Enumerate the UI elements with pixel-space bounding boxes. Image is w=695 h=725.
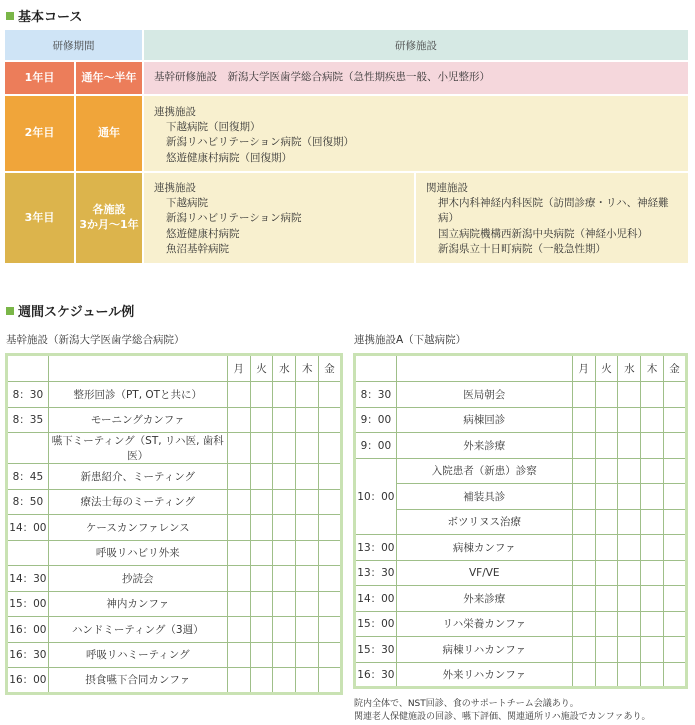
day-slot-cell [595,662,618,688]
activity-cell: ハンドミーティング（3週） [48,617,227,643]
day-slot-cell [227,407,250,433]
schedule-row [7,591,342,617]
activity-cell: 外来診療 [396,433,572,459]
day-slot-cell [273,515,296,541]
day-slot-cell [296,407,319,433]
activity-header-cell [48,355,227,382]
activity-cell: 神内カンファ [48,591,227,617]
time-cell: 15：30 [355,637,397,663]
day-slot-cell [319,464,342,490]
time-cell: 8：30 [7,382,49,408]
year3-partner-facilities: 連携施設 下越病院 新潟リハビリテーション病院 悠遊健康村病院 魚沼基幹病院 [144,173,414,263]
day-slot-cell [273,540,296,566]
schedule-row [355,611,687,637]
day-slot-cell [572,484,595,510]
day-slot-cell [641,433,664,459]
day-slot-cell [618,433,641,459]
schedule-row [7,642,342,668]
activity-cell: 嚥下ミーティング（ST, リハ医, 歯科医） [48,433,227,464]
schedule-row [355,458,687,484]
day-slot-cell [664,458,687,484]
activity-cell: 病棟回診 [396,407,572,433]
day-slot-cell [250,433,273,464]
day-header: 火 [595,355,618,382]
day-header: 金 [319,355,342,382]
day-slot-cell [296,617,319,643]
schedule-row [7,668,342,694]
day-slot-cell [664,662,687,688]
year3-related-item: 押木内科神経内科医院（訪問診療・リハ、神経難病） [438,197,669,225]
activity-cell: リハ栄養カンファ [396,611,572,637]
day-slot-cell [227,489,250,515]
day-slot-cell [618,484,641,510]
day-slot-cell [595,509,618,535]
activity-cell: 医局朝会 [396,382,572,408]
activity-cell: 整形回診（PT, OTと共に） [48,382,227,408]
day-slot-cell [595,586,618,612]
day-slot-cell [319,642,342,668]
day-slot-cell [664,433,687,459]
time-cell: 13：30 [355,560,397,586]
time-cell [7,433,49,464]
schedule-row [7,617,342,643]
day-slot-cell [227,642,250,668]
day-slot-cell [618,382,641,408]
schedule-row [355,407,687,433]
day-slot-cell [572,382,595,408]
schedule-row [7,407,342,433]
day-slot-cell [641,509,664,535]
day-slot-cell [296,464,319,490]
time-cell: 8：35 [7,407,49,433]
time-cell: 9：00 [355,433,397,459]
time-cell: 14：30 [7,566,49,592]
day-slot-cell [618,586,641,612]
schedule-row [7,540,342,566]
day-slot-cell [296,433,319,464]
day-slot-cell [227,382,250,408]
day-slot-cell [319,566,342,592]
day-slot-cell [664,535,687,561]
day-slot-cell [227,668,250,694]
schedule-row [355,637,687,663]
day-slot-cell [273,668,296,694]
year3-partner-item: 新潟リハビリテーション病院 [166,212,302,225]
course-row-year3 [5,173,688,263]
activity-cell: 補装具診 [396,484,572,510]
activity-cell: 呼吸リハビリ外来 [48,540,227,566]
day-slot-cell [250,515,273,541]
time-cell: 10：00 [355,458,397,535]
time-cell: 16：30 [355,662,397,688]
day-slot-cell [641,382,664,408]
activity-cell: ボツリヌス治療 [396,509,572,535]
day-slot-cell [572,637,595,663]
day-slot-cell [664,509,687,535]
time-cell: 15：00 [355,611,397,637]
day-header: 金 [664,355,687,382]
day-slot-cell [618,560,641,586]
schedule-note: 院内全体で、NST回診、食のサポートチーム会議あり。 関連老人保健施設の回診、嚥下評価、関連通所リハ施設でカンファあり。 [354,699,651,722]
day-slot-cell [641,560,664,586]
weekly-schedule-title: 週間スケジュール例 [6,301,134,320]
day-slot-cell [595,458,618,484]
schedule-row [7,515,342,541]
course-row-year1 [5,62,688,94]
day-slot-cell [296,382,319,408]
day-slot-cell [664,382,687,408]
time-cell: 8：45 [7,464,49,490]
day-slot-cell [296,489,319,515]
day-slot-cell [641,458,664,484]
schedule-row [355,535,687,561]
day-slot-cell [227,540,250,566]
activity-cell: 病棟カンファ [396,535,572,561]
activity-cell: 摂食嚥下合同カンファ [48,668,227,694]
time-cell: 13：00 [355,535,397,561]
day-slot-cell [273,566,296,592]
year2-facility [144,96,688,171]
day-slot-cell [319,591,342,617]
day-slot-cell [273,642,296,668]
time-cell: 16：00 [7,617,49,643]
day-slot-cell [664,484,687,510]
activity-cell: 新患紹介、ミーティング [48,464,227,490]
day-slot-cell [273,464,296,490]
day-slot-cell [572,662,595,688]
year2-period: 通年 [76,96,142,171]
year3-related-item: 国立病院機構西新潟中央病院（神経小児科） [438,227,648,240]
day-slot-cell [250,489,273,515]
day-slot-cell [618,662,641,688]
day-slot-cell [250,617,273,643]
activity-cell: 入院患者（新患）診察 [396,458,572,484]
day-slot-cell [227,464,250,490]
day-slot-cell [595,637,618,663]
day-slot-cell [319,540,342,566]
day-slot-cell [572,509,595,535]
activity-cell: 療法士毎のミーティング [48,489,227,515]
day-slot-cell [250,668,273,694]
time-cell: 16：30 [7,642,49,668]
day-slot-cell [572,407,595,433]
day-slot-cell [319,407,342,433]
day-slot-cell [618,458,641,484]
activity-cell: 外来リハカンファ [396,662,572,688]
period-header: 研修期間 [5,30,142,60]
schedule-row [7,382,342,408]
year3-period: 各施設 3か月〜1年 [76,173,142,263]
day-slot-cell [227,566,250,592]
time-cell: 8：50 [7,489,49,515]
facility-header: 研修施設 [144,30,688,60]
activity-cell: VF/VE [396,560,572,586]
day-slot-cell [664,407,687,433]
day-header: 水 [273,355,296,382]
day-slot-cell [319,489,342,515]
time-header-cell [355,355,397,382]
day-slot-cell [664,611,687,637]
day-header: 月 [572,355,595,382]
day-slot-cell [319,617,342,643]
day-slot-cell [296,668,319,694]
schedule-row [355,382,687,408]
day-slot-cell [250,382,273,408]
year3-related-facilities: 関連施設 押木内科神経内科医院（訪問診療・リハ、神経難病） 国立病院機構西新潟中央病院（神経小児科） 新潟県立十日町病院（一般急性期） [416,173,688,263]
day-slot-cell [250,464,273,490]
day-slot-cell [641,662,664,688]
activity-header-cell [396,355,572,382]
schedule-row [355,509,687,535]
day-slot-cell [227,591,250,617]
year2-item: 新潟リハビリテーション病院（回復期） [166,136,355,149]
year2-item: 下越病院（回復期） [166,121,261,134]
day-slot-cell [319,433,342,464]
time-cell: 9：00 [355,407,397,433]
schedule-row [355,484,687,510]
schedule-header-row [355,355,687,382]
schedule-row [7,489,342,515]
schedule-row [7,433,342,464]
day-header: 木 [296,355,319,382]
day-slot-cell [618,637,641,663]
day-header: 水 [618,355,641,382]
day-header: 月 [227,355,250,382]
year3-partner-item: 下越病院 [166,197,208,210]
day-slot-cell [572,611,595,637]
day-slot-cell [296,591,319,617]
day-slot-cell [319,515,342,541]
day-slot-cell [641,637,664,663]
day-slot-cell [595,535,618,561]
schedule-row [355,662,687,688]
left-schedule-table [5,353,343,695]
schedule-row [7,464,342,490]
year3-label: 3年目 [5,173,74,263]
day-slot-cell [273,591,296,617]
square-bullet-icon [6,307,14,315]
day-slot-cell [664,560,687,586]
right-schedule-table [353,353,688,689]
year2-item: 悠遊健康村病院（回復期） [166,151,292,164]
day-slot-cell [572,433,595,459]
day-slot-cell [595,382,618,408]
year3-partner-item: 魚沼基幹病院 [166,242,229,255]
time-cell: 15：00 [7,591,49,617]
left-schedule-caption: 基幹施設（新潟大学医歯学総合病院） [6,334,185,346]
day-slot-cell [595,611,618,637]
day-slot-cell [296,515,319,541]
day-slot-cell [273,433,296,464]
day-slot-cell [319,668,342,694]
basic-course-title: 基本コース [6,6,82,25]
day-slot-cell [572,458,595,484]
day-header: 火 [250,355,273,382]
day-slot-cell [595,407,618,433]
activity-cell: 抄読会 [48,566,227,592]
day-slot-cell [595,560,618,586]
day-slot-cell [250,540,273,566]
course-row-year2 [5,96,688,171]
day-slot-cell [572,535,595,561]
time-cell: 14：00 [355,586,397,612]
day-slot-cell [250,642,273,668]
day-slot-cell [296,642,319,668]
schedule-row [355,586,687,612]
day-slot-cell [273,617,296,643]
schedule-row [355,433,687,459]
year3-related-item: 新潟県立十日町病院（一般急性期） [438,242,606,255]
time-cell [7,540,49,566]
day-slot-cell [664,637,687,663]
day-slot-cell [618,509,641,535]
day-slot-cell [296,566,319,592]
day-slot-cell [273,489,296,515]
activity-cell: 病棟リハカンファ [396,637,572,663]
year3-partner-item: 悠遊健康村病院 [166,227,240,240]
day-slot-cell [641,407,664,433]
schedule-row [355,560,687,586]
day-slot-cell [641,611,664,637]
time-header-cell [7,355,49,382]
day-slot-cell [250,566,273,592]
activity-cell: 呼吸リハミーティング [48,642,227,668]
day-slot-cell [227,515,250,541]
right-schedule-caption: 連携施設A（下越病院） [354,334,467,346]
day-slot-cell [273,382,296,408]
year1-period: 通年〜半年 [76,62,142,94]
activity-cell: モーニングカンファ [48,407,227,433]
day-slot-cell [618,407,641,433]
year1-label: 1年目 [5,62,74,94]
activity-cell: ケースカンファレンス [48,515,227,541]
day-slot-cell [641,535,664,561]
day-slot-cell [618,535,641,561]
year2-lead: 連携施設 [154,106,196,118]
day-slot-cell [250,591,273,617]
day-slot-cell [250,407,273,433]
time-cell: 8：30 [355,382,397,408]
square-bullet-icon [6,12,14,20]
time-cell: 16：00 [7,668,49,694]
year1-facility: 基幹研修施設 新潟大学医歯学総合病院（急性期疾患一般、小児整形） [144,62,688,94]
day-slot-cell [595,433,618,459]
day-slot-cell [319,382,342,408]
day-slot-cell [641,484,664,510]
year2-label: 2年目 [5,96,74,171]
activity-cell: 外来診療 [396,586,572,612]
day-header: 木 [641,355,664,382]
day-slot-cell [595,484,618,510]
day-slot-cell [227,617,250,643]
schedule-row [7,566,342,592]
day-slot-cell [273,407,296,433]
day-slot-cell [296,540,319,566]
schedule-header-row [7,355,342,382]
time-cell: 14：00 [7,515,49,541]
day-slot-cell [641,586,664,612]
day-slot-cell [227,433,250,464]
day-slot-cell [618,611,641,637]
day-slot-cell [572,560,595,586]
day-slot-cell [664,586,687,612]
day-slot-cell [572,586,595,612]
